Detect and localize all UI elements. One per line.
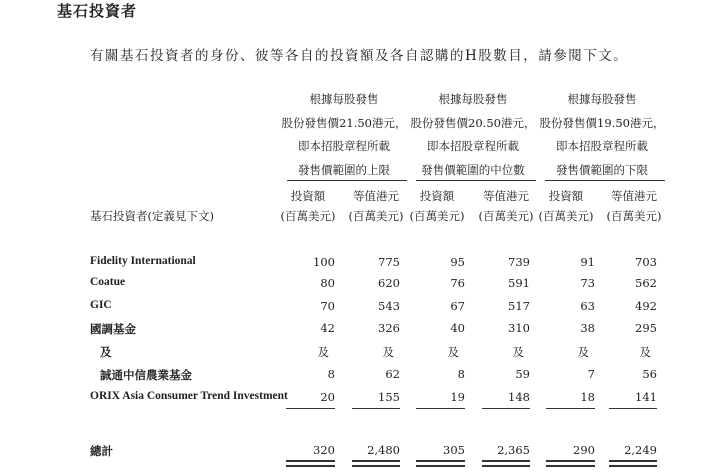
total-rule-top — [416, 460, 465, 462]
row-label: ORIX Asia Consumer Trend Investment — [90, 390, 288, 402]
total-rule-top — [546, 460, 595, 462]
group-header-rule — [545, 180, 665, 181]
section-title: 基石投資者 — [57, 2, 138, 20]
subcolumn-header: 等值港元 — [353, 189, 399, 203]
table-cell: 95 — [450, 255, 465, 269]
table-cell: 及 — [512, 345, 524, 359]
table-cell: 及 — [639, 345, 651, 359]
group-header-line: 股份發售價20.50港元， — [410, 115, 536, 130]
table-cell: 73 — [580, 276, 595, 290]
table-cell: 59 — [515, 367, 530, 381]
subcolumn-header-unit: (百萬美元) — [606, 209, 662, 223]
subcolumn-header-unit: (百萬美元) — [538, 209, 594, 223]
table-cell: 492 — [635, 299, 657, 313]
table-cell: 620 — [378, 276, 400, 290]
table-cell: 80 — [320, 276, 335, 290]
group-header-line: 根據每股發售 — [567, 92, 637, 106]
subcolumn-header-unit: (百萬美元) — [478, 209, 534, 223]
total-cell: 290 — [573, 443, 595, 457]
table-cell: 310 — [508, 321, 530, 335]
subtotal-rule — [286, 408, 335, 409]
subcolumn-header: 投資額 — [548, 189, 584, 203]
table-cell: 76 — [450, 276, 465, 290]
subtotal-rule — [609, 408, 657, 409]
total-cell: 2,480 — [367, 443, 400, 457]
table-cell: 40 — [450, 321, 465, 335]
table-cell: 70 — [320, 299, 335, 313]
total-rule-top — [352, 460, 400, 462]
table-cell: 19 — [450, 390, 465, 404]
table-cell: 及 — [317, 345, 329, 359]
subtotal-rule — [546, 408, 595, 409]
group-header-line: 即本招股章程所載 — [298, 139, 390, 153]
subcolumn-header: 等值港元 — [483, 189, 529, 203]
row-label: Fidelity International — [90, 255, 196, 267]
total-cell: 2,249 — [624, 443, 657, 457]
total-label: 總計 — [90, 444, 113, 458]
table-cell: 148 — [508, 390, 530, 404]
table-cell: 20 — [320, 390, 335, 404]
table-cell: 及 — [382, 345, 394, 359]
total-rule-bottom — [416, 465, 465, 467]
subcolumn-header: 投資額 — [290, 189, 326, 203]
row-label: GIC — [90, 299, 112, 311]
group-header-line: 即本招股章程所載 — [556, 139, 648, 153]
total-cell: 2,365 — [497, 443, 530, 457]
row-label: 國調基金 — [90, 322, 136, 336]
subtotal-rule — [352, 408, 400, 409]
table-cell: 326 — [378, 321, 400, 335]
table-cell: 38 — [580, 321, 595, 335]
group-header-line: 發售價範圍的下限 — [556, 162, 648, 177]
table-cell: 543 — [378, 299, 400, 313]
table-cell: 91 — [580, 255, 595, 269]
table-cell: 517 — [508, 299, 530, 313]
subtotal-rule — [482, 408, 530, 409]
total-rule-bottom — [609, 465, 657, 467]
group-header-rule — [416, 180, 536, 181]
total-rule-bottom — [286, 465, 335, 467]
group-header-line: 股份發售價19.50港元， — [539, 115, 665, 130]
subcolumn-header-unit: (百萬美元) — [348, 209, 404, 223]
table-cell: 775 — [378, 255, 400, 269]
table-cell: 562 — [635, 276, 657, 290]
table-cell: 67 — [450, 299, 465, 313]
table-cell: 8 — [457, 367, 465, 381]
table-cell: 7 — [587, 367, 595, 381]
total-cell: 305 — [443, 443, 465, 457]
table-cell: 100 — [313, 255, 335, 269]
table-cell: 141 — [635, 390, 657, 404]
table-cell: 56 — [642, 367, 657, 381]
total-rule-top — [482, 460, 530, 462]
table-cell: 295 — [635, 321, 657, 335]
row-label: Coatue — [90, 276, 126, 288]
group-header-line: 根據每股發售 — [309, 92, 379, 106]
table-cell: 62 — [385, 367, 400, 381]
group-header-line: 即本招股章程所載 — [427, 139, 519, 153]
table-cell: 155 — [378, 390, 400, 404]
table-cell: 8 — [327, 367, 335, 381]
row-label: 誠通中信農業基金 — [100, 368, 192, 382]
total-rule-bottom — [546, 465, 595, 467]
intro-paragraph: 有關基石投資者的身份、彼等各自的投資額及各自認購的H股數目，請參閱下文。 — [90, 48, 629, 64]
table-cell: 703 — [635, 255, 657, 269]
subtotal-rule — [416, 408, 465, 409]
group-header-line: 發售價範圍的上限 — [298, 162, 390, 177]
subcolumn-header: 等值港元 — [611, 189, 657, 203]
total-rule-top — [609, 460, 657, 462]
group-header-line: 股份發售價21.50港元， — [281, 115, 407, 130]
table-cell: 42 — [320, 321, 335, 335]
table-cell: 及 — [577, 345, 589, 359]
table-cell: 591 — [508, 276, 530, 290]
row-label: 及 — [100, 345, 112, 359]
subcolumn-header: 投資額 — [419, 189, 455, 203]
total-rule-top — [286, 460, 335, 462]
investor-column-header: 基石投資者(定義見下文) — [90, 209, 214, 223]
group-header-rule — [287, 180, 407, 181]
group-header-line: 發售價範圍的中位數 — [421, 162, 525, 177]
total-cell: 320 — [313, 443, 335, 457]
subcolumn-header-unit: (百萬美元) — [280, 209, 336, 223]
subcolumn-header-unit: (百萬美元) — [409, 209, 465, 223]
table-cell: 63 — [580, 299, 595, 313]
table-cell: 739 — [508, 255, 530, 269]
total-rule-bottom — [482, 465, 530, 467]
group-header-line: 根據每股發售 — [438, 92, 508, 106]
total-rule-bottom — [352, 465, 400, 467]
table-cell: 及 — [447, 345, 459, 359]
table-cell: 18 — [580, 390, 595, 404]
